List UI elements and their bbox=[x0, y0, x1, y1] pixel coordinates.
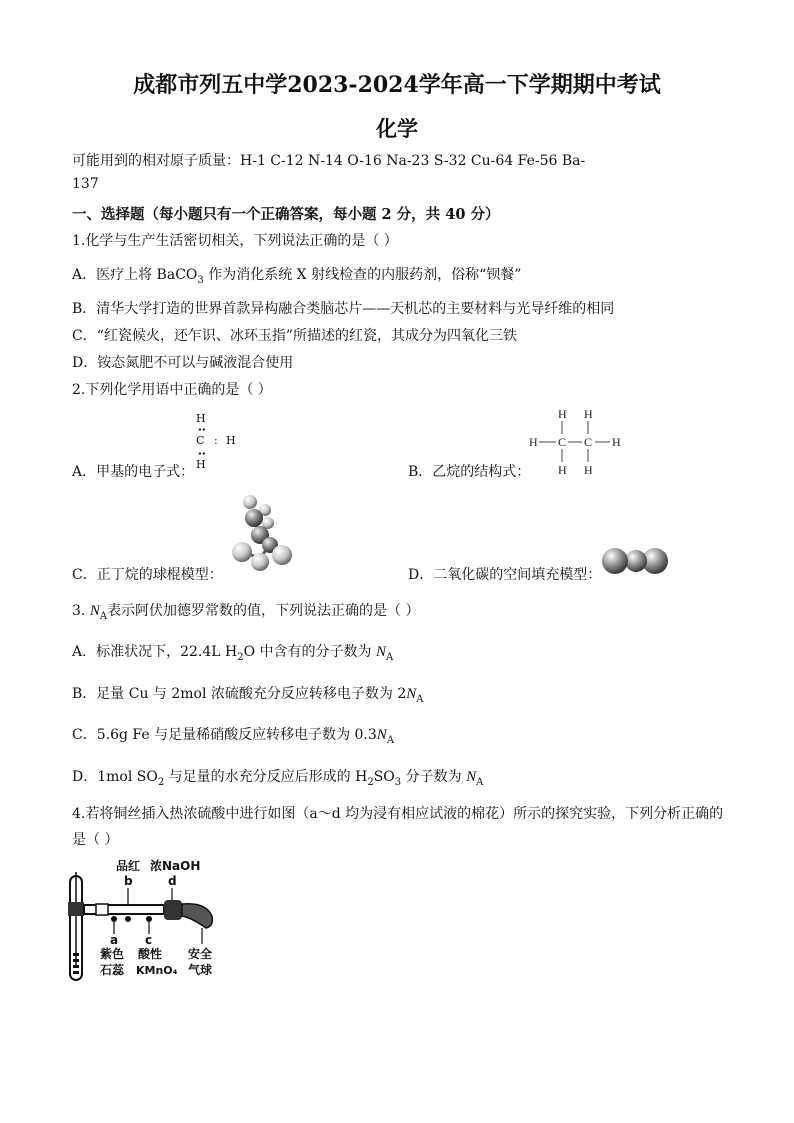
svg-text:石蕊: 石蕊 bbox=[100, 963, 125, 977]
svg-text:C: C bbox=[558, 435, 567, 449]
question-3-option-b: B．足量 Cu 与 2mol 浓硫酸充分反应转移电子数为 $2N_A$ bbox=[72, 686, 424, 705]
atomic-masses-line: 可能用到的相对原子质量：H-1 C-12 N-14 O-16 Na-23 S-32 Cu-64 Fe-56 Ba- bbox=[72, 153, 586, 169]
question-1-stem: 1.化学与生产生活密切相关，下列说法正确的是（ ） bbox=[72, 233, 398, 249]
svg-text:H: H bbox=[584, 407, 593, 421]
atomic-masses-line-cont: 137 bbox=[72, 176, 99, 192]
question-2-option-a: A．甲基的电子式： bbox=[72, 464, 195, 480]
question-3-option-d: D．1mol $SO_2$ 与足量的水充分反应后形成的 $H_2SO_3$ 分子数为 $N_A$ bbox=[72, 769, 484, 788]
svg-text:C: C bbox=[584, 435, 593, 449]
svg-text:b: b bbox=[124, 874, 133, 888]
svg-text:a: a bbox=[110, 933, 119, 947]
svg-text:酸性: 酸性 bbox=[138, 947, 163, 961]
question-1-option-b: B．清华大学打造的世界首款异构融合类脑芯片——天机芯的主要材料与光导纤维的相同 bbox=[72, 301, 615, 317]
question-2-stem: 2.下列化学用语中正确的是（ ） bbox=[72, 382, 272, 398]
question-1-option-c: C．“红瓷候火，还乍识、冰环玉指”所描述的红瓷，其成分为四氧化三铁 bbox=[72, 328, 518, 344]
question-1-option-a: A．医疗上将 BaCO$_3$ 作为消化系统 X 射线检查的内服药剂，俗称“钡餐” bbox=[72, 267, 522, 286]
question-3-stem: 3. $N_A$表示阿伏加德罗常数的值，下列说法正确的是（ ） bbox=[72, 603, 420, 622]
svg-text:KMnO₄: KMnO₄ bbox=[136, 964, 178, 977]
svg-text:紫色: 紫色 bbox=[100, 947, 125, 961]
subject-title: 化学 bbox=[376, 116, 418, 141]
experiment-apparatus-diagram bbox=[66, 858, 226, 988]
svg-text:H: H bbox=[584, 463, 593, 477]
question-4-stem-cont: 是（ ） bbox=[72, 832, 119, 848]
question-2-option-b: B．乙烷的结构式： bbox=[408, 464, 531, 480]
svg-text:c: c bbox=[145, 933, 153, 947]
svg-text:品红: 品红 bbox=[116, 859, 141, 873]
svg-text:H: H bbox=[612, 435, 621, 449]
svg-text:d: d bbox=[168, 874, 177, 888]
svg-text:H: H bbox=[558, 463, 567, 477]
svg-text:安全: 安全 bbox=[188, 947, 213, 961]
question-2-option-c: C．正丁烷的球棍模型： bbox=[72, 567, 223, 583]
question-3-option-c: C．5.6g Fe 与足量稀硝酸反应转移电子数为 $0.3N_A$ bbox=[72, 727, 395, 746]
question-1-option-d: D．铵态氮肥不可以与碱液混合使用 bbox=[72, 355, 294, 371]
page-title: 成都市列五中学2023-2024学年高一下学期期中考试 bbox=[133, 72, 661, 98]
svg-text:H: H bbox=[529, 435, 538, 449]
ethane-structural-formula bbox=[525, 405, 625, 480]
svg-text:气球: 气球 bbox=[188, 963, 213, 977]
co2-space-filling-model bbox=[600, 546, 672, 578]
question-4-stem: 4.若将铜丝插入热浓硫酸中进行如图（a～d 均为浸有相应试液的棉花）所示的探究实验，下列分析正确的 bbox=[72, 806, 724, 822]
svg-text:浓NaOH: 浓NaOH bbox=[150, 859, 201, 873]
question-3-option-a: A．标准状况下，22.4L $H_2O$ 中含有的分子数为 $N_A$ bbox=[72, 644, 394, 663]
section-heading: 一、选择题（每小题只有一个正确答案，每小题 2 分，共 40 分） bbox=[72, 206, 500, 223]
question-2-option-d: D．二氧化碳的空间填充模型： bbox=[408, 567, 602, 583]
svg-text:H: H bbox=[558, 407, 567, 421]
butane-ball-stick-model bbox=[220, 490, 300, 580]
